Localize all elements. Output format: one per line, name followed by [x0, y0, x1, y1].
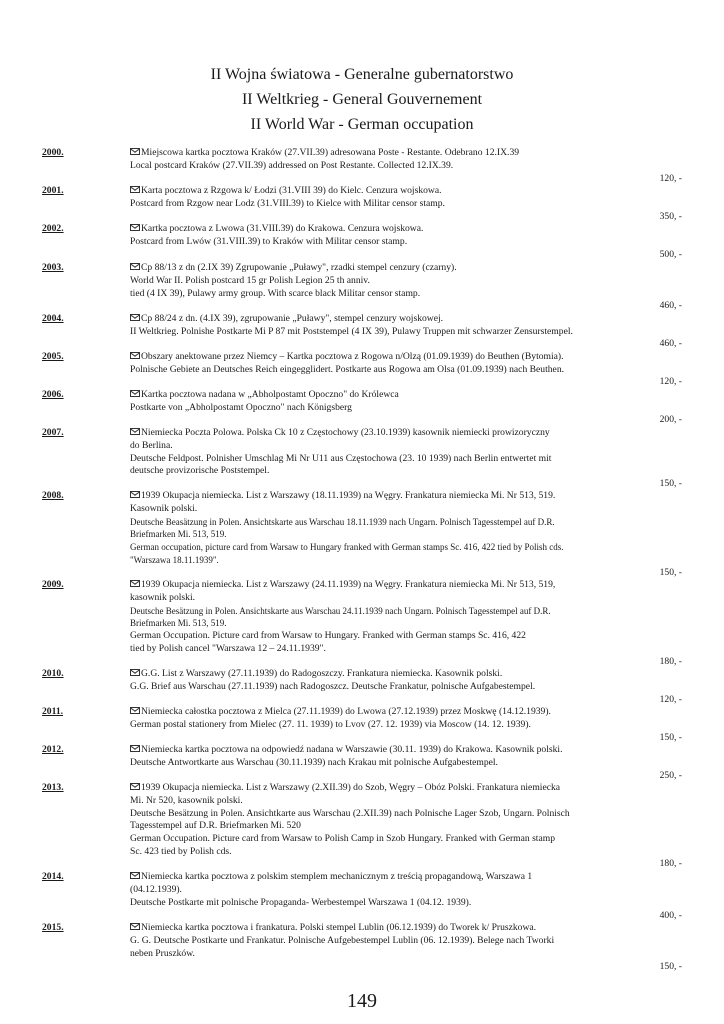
description-text: German postal stationery from Mielec (27. 11. 1939) to Lvov (27. 12. 1939) via Moscow (14. 12. 1939). — [130, 718, 531, 730]
description-text: Postcard from Lwów (31.VIII.39) to Kraków with Militar censor stamp. — [130, 235, 408, 247]
description-text: Obszary anektowane przez Niemcy – Kartka pocztowa z Rogowa n/Olzą (01.09.1939) do Beuthen (Bytomia). — [141, 351, 564, 362]
description-text: 1939 Okupacja niemiecka. List z Warszawy (24.11.1939) na Węgry. Frankatura niemiecka Mi. Nr 513, 519, — [141, 579, 556, 590]
description-text: Niemiecka kartka pocztowa z polskim stemplem mechanicznym z treścią propagandową, Warszawa 1 — [141, 871, 533, 882]
lot-number: 2010. — [42, 668, 64, 679]
description-line — [130, 223, 630, 236]
description-line — [130, 668, 630, 681]
lot-price: 180, - — [659, 858, 682, 869]
description-text: kasownik polski. — [130, 591, 196, 603]
description-line — [130, 427, 630, 440]
lot-price: 200, - — [659, 414, 682, 425]
description-text: Niemiecka Poczta Polowa. Polska Ck 10 z Częstochowy (23.10.1939) kasownik niemiecki prowizoryczny — [141, 427, 550, 438]
description-text: G. G. Deutsche Postkarte und Frankatur. Polnische Aufgebestempel Lublin (06. 12.1939). Belege nach Tworki — [130, 934, 555, 946]
description-text: (04.12.1939). — [130, 883, 182, 895]
description-line — [130, 922, 630, 935]
description-text: Deutsche Besätzung in Polen. Ansichtskarte aus Warschau 24.11.1939 nach Ungarn. Polnisch Tagesstempel auf D.R. — [130, 605, 551, 616]
description-text: Niemiecka kartka pocztowa na odpowiedź nadana w Warszawie (30.11. 1939) do Krakowa. Kasownik polski. — [141, 744, 563, 755]
description-text: Deutsche Postkarte mit polnische Propaganda- Werbestempel Warszawa 1 (04.12. 1939). — [130, 896, 472, 908]
description-text: Local postcard Kraków (27.VII.39) addressed on Post Restante. Collected 12.IX.39. — [130, 159, 454, 171]
lot-description — [130, 782, 630, 859]
description-line — [130, 147, 630, 160]
lot-number: 2003. — [42, 262, 64, 273]
description-line — [130, 160, 630, 173]
description-text: deutsche provizorische Poststempel. — [130, 465, 270, 477]
description-text: Polnische Gebiete an Deutsches Reich eingegglidert. Postkarte aus Rogowa am Olsa (01.09.1939) nach Beuthen. — [130, 363, 565, 375]
description-line — [130, 795, 630, 808]
envelope-icon — [130, 707, 140, 714]
description-line — [130, 706, 630, 719]
description-line — [130, 364, 630, 377]
envelope-icon — [130, 314, 140, 321]
lot-description — [130, 922, 630, 960]
description-text: do Berlina. — [130, 439, 173, 451]
description-text: Postcard from Rzgow near Lodz (31.VIII.39) to Kielce with Militar censor stamp. — [130, 197, 445, 209]
description-text: Miejscowa kartka pocztowa Kraków (27.VII.39) adresowana Poste - Restante. Odebrano 12.IX.39 — [141, 147, 520, 158]
description-line — [130, 871, 630, 884]
lot-number: 2005. — [42, 351, 64, 362]
envelope-icon — [130, 669, 140, 676]
description-line — [130, 782, 630, 795]
description-text: neben Pruszków. — [130, 947, 195, 959]
description-line — [130, 313, 630, 326]
lot-number: 2007. — [42, 427, 64, 438]
description-line — [130, 503, 630, 516]
description-line — [130, 897, 630, 910]
description-line — [130, 630, 630, 643]
description-text: Briefmarken Mi. 513, 519. — [130, 529, 227, 540]
lot-price: 150, - — [659, 961, 682, 972]
title-german: II Weltkrieg - General Gouvernement — [241, 91, 483, 108]
description-line — [130, 351, 630, 364]
lot-price: 120, - — [659, 173, 682, 184]
lot-description — [130, 351, 630, 377]
description-text: Sc. 423 tied by Polish cds. — [130, 845, 232, 857]
description-line — [130, 605, 630, 618]
description-line — [130, 808, 630, 821]
description-line — [130, 681, 630, 694]
envelope-icon — [130, 148, 140, 155]
lot-description — [130, 579, 630, 656]
envelope-icon — [130, 352, 140, 359]
description-text: II Weltkrieg. Polnishe Postkarte Mi P 87 mit Poststempel (4 IX 39), Pulawy Truppen mit schwarzer Zensurstempel. — [130, 325, 573, 337]
lot-number: 2002. — [42, 223, 64, 234]
lot-description — [130, 147, 630, 173]
lot-number: 2011. — [42, 706, 64, 717]
description-text: Deutsche Beasätzung in Polen. Ansichtskarte aus Warschau 18.11.1939 nach Ungarn. Polnisch Tagesstempel auf D.R. — [130, 516, 555, 527]
envelope-icon — [130, 224, 140, 231]
description-line — [130, 617, 630, 630]
description-line — [130, 465, 630, 478]
description-line — [130, 884, 630, 897]
description-text: Mi. Nr 520, kasownik polski. — [130, 794, 243, 806]
lot-price: 120, - — [659, 694, 682, 705]
description-text: German Occupation. Picture card from Warsaw to Polish Camp in Szob Hungary. Franked with German stamp — [130, 833, 555, 845]
lot-price: 150, - — [659, 567, 682, 578]
description-line — [130, 198, 630, 211]
lot-description — [130, 389, 630, 415]
lot-number: 2009. — [42, 579, 64, 590]
description-line — [130, 528, 630, 541]
description-line — [130, 757, 630, 770]
description-line — [130, 833, 630, 846]
description-line — [130, 440, 630, 453]
lot-description — [130, 871, 630, 909]
lot-description — [130, 313, 630, 339]
description-text: Cp 88/13 z dn (2.IX 39) Zgrupowanie „Puławy", rzadki stempel cenzury (czarny). — [141, 262, 457, 273]
description-text: "Warszawa 18.11.1939". — [130, 554, 219, 565]
description-line — [130, 643, 630, 656]
envelope-icon — [130, 872, 140, 879]
lot-description — [130, 668, 630, 694]
description-line — [130, 262, 630, 275]
description-text: Deutsche Antwortkarte aus Warschau (30.11.1939) nach Krakau mit polnische Aufgabestempel. — [130, 756, 498, 768]
description-line — [130, 948, 630, 961]
description-text: tied (4 IX 39), Pulawy army group. With scarce black Militar censor stamp. — [130, 287, 421, 299]
envelope-icon — [130, 390, 140, 397]
description-line — [130, 516, 630, 529]
description-line — [130, 579, 630, 592]
lot-description — [130, 185, 630, 211]
lot-description — [130, 223, 630, 249]
lot-number: 2000. — [42, 147, 64, 158]
description-line — [130, 846, 630, 859]
envelope-icon — [130, 491, 140, 498]
description-text: Kasownik polski. — [130, 502, 198, 514]
description-line — [130, 541, 630, 554]
lot-price: 460, - — [659, 300, 682, 311]
lot-price: 150, - — [659, 478, 682, 489]
lot-price: 180, - — [659, 656, 682, 667]
lot-number: 2013. — [42, 782, 64, 793]
description-text: Kartka pocztowa nadana w „Abholpostamt Opoczno" do Królewca — [141, 389, 399, 400]
description-line — [130, 592, 630, 605]
description-text: Tagesstempel auf D.R. Briefmarken Mi. 520 — [130, 820, 301, 832]
lot-price: 400, - — [659, 910, 682, 921]
envelope-icon — [130, 263, 140, 270]
description-text: Kartka pocztowa z Lwowa (31.VIII.39) do Krakowa. Cenzura wojskowa. — [141, 223, 424, 234]
description-text: Briefmarken Mi. 513, 519. — [130, 618, 227, 629]
description-line — [130, 288, 630, 301]
description-line — [130, 453, 630, 466]
lot-price: 500, - — [659, 249, 682, 260]
lot-number: 2008. — [42, 490, 64, 501]
lot-description — [130, 427, 630, 478]
lot-price: 120, - — [659, 376, 682, 387]
page-header — [0, 62, 724, 137]
description-line — [130, 490, 630, 503]
lot-description — [130, 744, 630, 770]
page-number: 149 — [347, 990, 377, 1012]
title-polish: II Wojna światowa - Generalne gubernatorstwo — [210, 66, 514, 83]
description-text: 1939 Okupacja niemiecka. List z Warszawy (2.XII.39) do Szob, Węgry – Obóz Polski. Frankatura niemiecka — [141, 782, 561, 793]
description-text: Niemiecka kartka pocztowa i frankatura. Polski stempel Lublin (06.12.1939) do Tworek k/ Pruszkowa. — [141, 922, 537, 933]
lot-price: 250, - — [659, 770, 682, 781]
envelope-icon — [130, 745, 140, 752]
envelope-icon — [130, 783, 140, 790]
lot-number: 2015. — [42, 922, 64, 933]
description-text: G.G. Brief aus Warschau (27.11.1939) nach Radogoszcz. Deutsche Frankatur, polnische Aufgabestempel. — [130, 680, 536, 692]
title-english: II World War - German occupation — [250, 116, 474, 133]
description-text: German occupation, picture card from Warsaw to Hungary franked with German stamps Sc. 416, 422 tied by Polish cds. — [130, 542, 564, 553]
description-text: World War II. Polish postcard 15 gr Polish Legion 25 th anniv. — [130, 274, 370, 286]
lot-number: 2014. — [42, 871, 64, 882]
description-text: G.G. List z Warszawy (27.11.1939) do Radogoszczy. Frankatura niemiecka. Kasownik polski. — [141, 668, 503, 679]
description-line — [130, 326, 630, 339]
lot-number: 2001. — [42, 185, 64, 196]
lot-price: 150, - — [659, 732, 682, 743]
lot-price: 350, - — [659, 211, 682, 222]
description-line — [130, 719, 630, 732]
envelope-icon — [130, 186, 140, 193]
description-line — [130, 402, 630, 415]
description-text: Deutsche Feldpost. Polnisher Umschlag Mi Nr U11 aus Częstochowa (23. 10 1939) nach Berlin entwertet mit — [130, 452, 552, 464]
description-text: Karta pocztowa z Rzgowa k/ Łodzi (31.VIII 39) do Kielc. Cenzura wojskowa. — [141, 185, 442, 196]
description-line — [130, 554, 630, 567]
lot-description — [130, 706, 630, 732]
description-text: Deutsche Besätzung in Polen. Ansichtkarte aus Warschau (2.XII.39) nach Polnische Lager Szob, Ungarn. Polnisch — [130, 807, 570, 819]
description-text: Postkarte von „Abholpostamt Opoczno" nach Königsberg — [130, 401, 352, 413]
lot-number: 2006. — [42, 389, 64, 400]
description-text: Cp 88/24 z dn. (4.IX 39), zgrupowanie „Puławy", stempel cenzury wojskowej. — [141, 313, 444, 324]
description-line — [130, 935, 630, 948]
description-line — [130, 275, 630, 288]
description-text: Niemiecka całostka pocztowa z Mielca (27.11.1939) do Lwowa (27.12.1939) przez Moskwę (14.12.1939). — [141, 706, 551, 717]
lot-description — [130, 490, 630, 567]
description-text: German Occupation. Picture card from Warsaw to Hungary. Franked with German stamps Sc. 416, 422 — [130, 630, 526, 642]
envelope-icon — [130, 428, 140, 435]
lot-number: 2012. — [42, 744, 64, 755]
lot-description — [130, 262, 630, 300]
envelope-icon — [130, 580, 140, 587]
envelope-icon — [130, 923, 140, 930]
description-line — [130, 236, 630, 249]
description-line — [130, 389, 630, 402]
description-line — [130, 185, 630, 198]
lot-price: 460, - — [659, 338, 682, 349]
description-text: 1939 Okupacja niemiecka. List z Warszawy (18.11.1939) na Węgry. Frankatura niemiecka Mi. Nr 513, 519. — [141, 490, 556, 501]
description-text: tied by Polish cancel "Warszawa 12 – 24.11.1939". — [130, 642, 326, 654]
description-line — [130, 820, 630, 833]
description-line — [130, 744, 630, 757]
lot-number: 2004. — [42, 313, 64, 324]
